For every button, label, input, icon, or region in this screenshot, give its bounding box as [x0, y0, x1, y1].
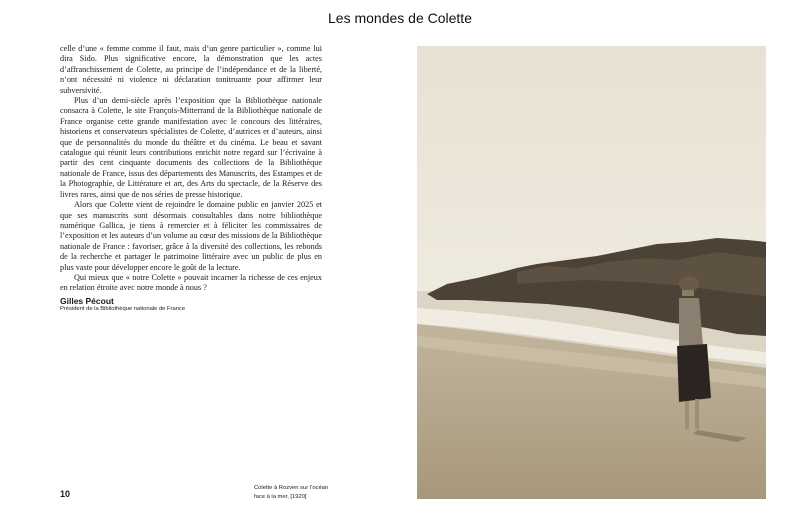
page-number: 10 — [60, 489, 71, 499]
photo-caption — [254, 484, 384, 501]
foreword-text — [60, 44, 322, 294]
signature-name: Gilles Pécout — [60, 296, 114, 306]
page-title: Les mondes de Colette — [328, 10, 472, 26]
signature-role: Président de la Bibliothèque nationale de France — [60, 306, 186, 312]
beach-photograph — [417, 46, 766, 499]
caption-line-2: face à la mer, [1920] — [254, 493, 307, 500]
caption-line-1: Colette à Rozven sur l’océan — [254, 485, 329, 491]
paragraph-4: Qui mieux que « notre Colette » pouvait incarner la richesse de ces enjeux en relation étroite avec notre monde à nous ? — [60, 272, 322, 293]
paragraph-3: Alors que Colette vient de rejoindre le domaine public en janvier 2025 et que ses manuscrits sont désormais consultables dans notre bibliothèque numérique Gallica, je tiens à remercier et à féliciter les commissaires de l’exposition et les auteurs d’un volume au cœur des missions de la Bibliothèque nationale de France : favoriser, grâce à la diversité des collections, les rebonds de la recherche et partager le patrimoine littéraire avec un public de plus en plus vaste pour développer encore le goût de la lecture. — [60, 200, 322, 272]
photo-illustration — [417, 46, 766, 499]
paragraph-2: Plus d’un demi-siècle après l’exposition que la Bibliothèque nationale consacra à Colette, le site François-Mitterrand de la Bibliothèque nationale de France organise cette grande manifestation avec le concours des littéraires, historiens et conservateurs spécialistes de Colette, d’autrices et d’auteurs, ainsi que de personnalités du monde du théâtre et du cinéma. Le beau et savant catalogue qui réunit leurs contributions enrichit notre regard sur l’écrivaine à partir des cent cinquante documents des collections de la Bibliothèque nationale de France, issus des départements des Manuscrits, des Estampes et de la Photographie, de Littérature et art, des Arts du spectacle, de la Réserve des livres rares, ainsi que de nos séries de presse historique. — [60, 96, 322, 199]
paragraph-1: celle d’une « femme comme il faut, mais d’un genre particulier », comme lui dira Sido. Plus significative encore, la démonstration que les actes d’affranchissement de Colette, au principe de l’indépendance et de la liberté, n’ont nécessité ni violence ni déclaration tonitruante pour affirmer leur subversivité. — [60, 44, 322, 95]
